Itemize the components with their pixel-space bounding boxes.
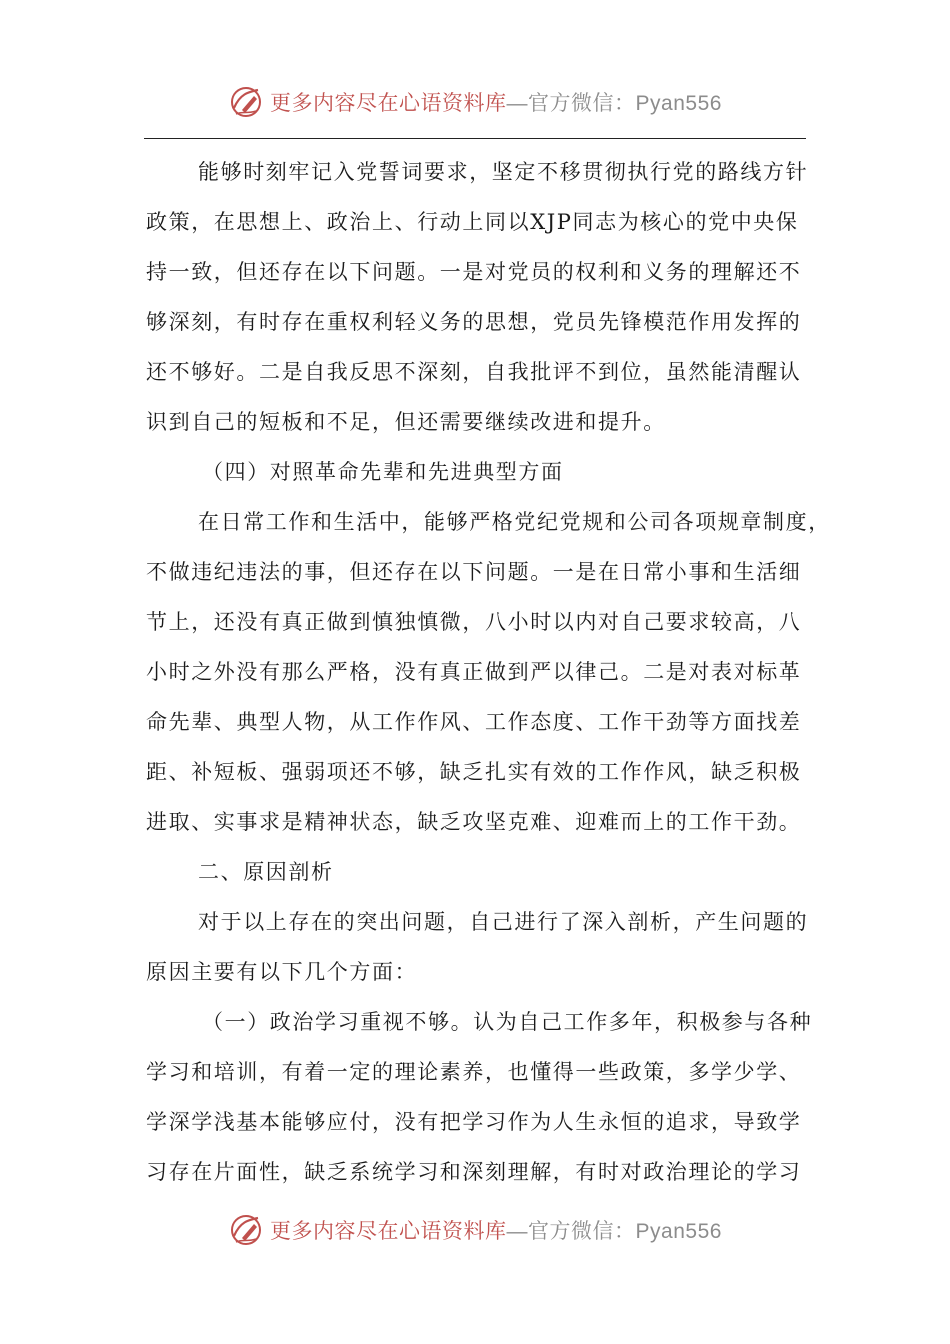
footer-banner-text (270, 1215, 722, 1245)
paragraph-line: 学深学浅基本能够应付，没有把学习作为人生永恒的追求，导致学 (146, 1110, 802, 1134)
paragraph-line: 学习和培训，有着一定的理论素养，也懂得一些政策，多学少学、 (146, 1060, 802, 1084)
paragraph-line: 够深刻，有时存在重权利轻义务的思想，党员先锋模范作用发挥的 (146, 310, 802, 334)
paragraph-line: 小时之外没有那么严格，没有真正做到严以律己。二是对表对标革 (146, 660, 802, 684)
paragraph-line: 命先辈、典型人物，从工作作风、工作态度、工作干劲等方面找差 (146, 710, 802, 734)
document-body (146, 147, 831, 1197)
footer-banner-wechat: 官方微信：Pyan556 (528, 1220, 722, 1243)
paragraph-line: 进取、实事求是精神状态，缺乏攻坚克难、迎难而上的工作干劲。 (146, 810, 802, 834)
header-banner (0, 80, 950, 124)
paragraph-line: 不做违纪违法的事，但还存在以下问题。一是在日常小事和生活细 (146, 560, 802, 584)
paragraph-line: 习存在片面性，缺乏系统学习和深刻理解，有时对政治理论的学习 (146, 1160, 802, 1184)
section-heading: 二、原因剖析 (198, 860, 334, 884)
paragraph-line: 对于以上存在的突出问题，自己进行了深入剖析，产生问题的 (198, 910, 809, 934)
footer-banner (0, 1208, 950, 1252)
paragraph-line: 节上，还没有真正做到慎独慎微，八小时以内对自己要求较高，八 (146, 610, 802, 634)
paragraph-line: 政策，在思想上、政治上、行动上同以XJP同志为核心的党中央保 (146, 210, 799, 234)
header-banner-wechat: 官方微信：Pyan556 (528, 92, 722, 115)
paragraph-line: 能够时刻牢记入党誓词要求，坚定不移贯彻执行党的路线方针 (198, 160, 809, 184)
paragraph-line: 识到自己的短板和不足，但还需要继续改进和提升。 (146, 410, 666, 434)
header-banner-text (270, 87, 722, 117)
footer-banner-main: 更多内容尽在心语资料库 (270, 1219, 507, 1243)
signature-pen-logo-icon (228, 84, 264, 120)
paragraph-line: 原因主要有以下几个方面： (146, 960, 418, 984)
paragraph-line: 距、补短板、强弱项还不够，缺乏扎实有效的工作作风，缺乏积极 (146, 760, 802, 784)
paragraph-line: （一）政治学习重视不够。认为自己工作多年，积极参与各种 (202, 1010, 813, 1034)
footer-banner-dash: — (506, 1220, 529, 1243)
paragraph-line: 还不够好。二是自我反思不深刻，自我批评不到位，虽然能清醒认 (146, 360, 802, 384)
header-banner-dash: — (506, 92, 529, 115)
header-banner-main: 更多内容尽在心语资料库 (270, 91, 507, 115)
section-heading: （四）对照革命先辈和先进典型方面 (202, 460, 564, 484)
paragraph-line: 在日常工作和生活中，能够严格党纪党规和公司各项规章制度， (198, 510, 831, 534)
header-rule (144, 138, 806, 139)
signature-pen-logo-icon (228, 1212, 264, 1248)
paragraph-line: 持一致，但还存在以下问题。一是对党员的权利和义务的理解还不 (146, 260, 802, 284)
